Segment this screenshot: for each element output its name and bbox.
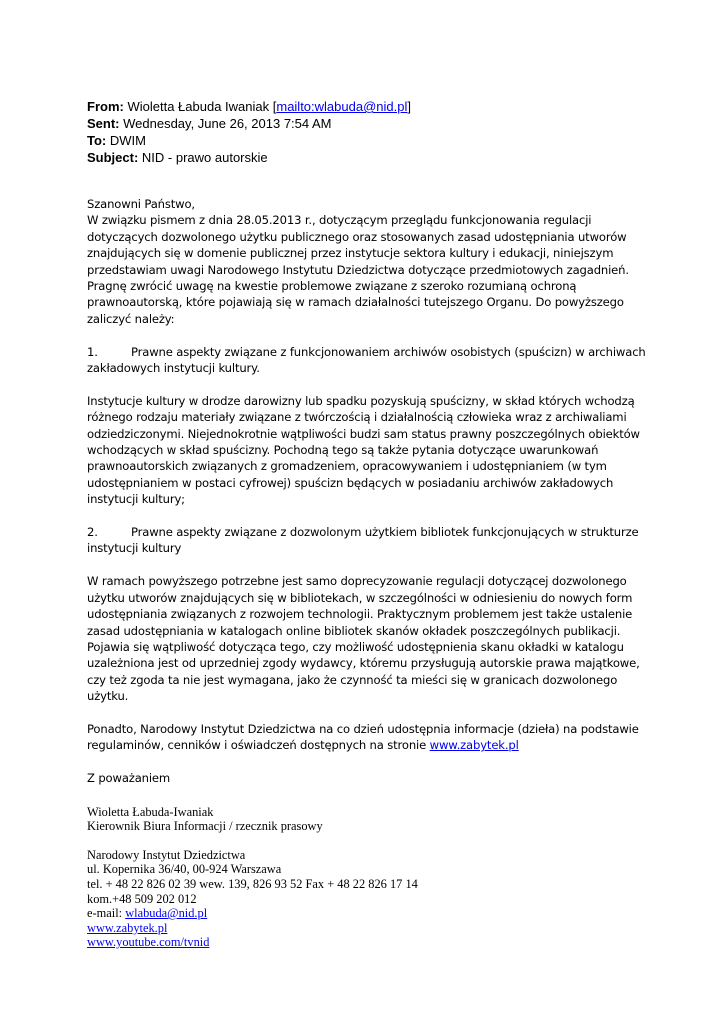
email-body: [87, 196, 647, 787]
signature-org: Narodowy Instytut Dziedzictwa: [87, 847, 246, 862]
from-row: From: Wioletta Łabuda Iwaniak [mailto:wlabuda@nid.pl]: [87, 99, 411, 114]
signature-website-link[interactable]: www.zabytek.pl: [87, 920, 168, 935]
signature: [87, 805, 647, 950]
sent-label: Sent:: [87, 116, 120, 131]
list-item-1: [87, 344, 647, 377]
paragraph-archives: Instytucje kultury w drodze darowizny lub spadku pozyskują spuścizny, w skład których wchodzą różnego rodzaju materiały związane z twórczością i działalnością człowieka wraz z archiwaliami odziedziczonymi. Niejednokrotnie wątpliwości budzi sam status prawny poszczególnych obiektów wchodzących w skład spuścizny. Pochodną tego są także pytania dotyczące uwarunkowań prawnoautorskich związanych z gromadzeniem, opracowywaniem i udostępnianiem (w tym udostępnianiem w postaci cyfrowej) spuścizn będących w posiadaniu archiwów zakładowych instytucji kultury;: [87, 393, 640, 507]
subject-value: NID - prawo autorskie: [141, 150, 268, 165]
to-value: DWIM: [109, 133, 146, 148]
signature-email-row: [87, 906, 647, 921]
from-label: From:: [87, 99, 124, 114]
list-item-2-text: Prawne aspekty związane z dozwolonym użytkiem bibliotek funkcjonujących w strukturze instytucji kultury: [87, 525, 639, 556]
zabytek-link[interactable]: www.zabytek.pl: [429, 738, 519, 753]
paragraph-website: [87, 721, 647, 754]
sent-value: Wednesday, June 26, 2013 7:54 AM: [123, 116, 332, 131]
signature-youtube-link[interactable]: www.youtube.com/tvnid: [87, 935, 210, 950]
signature-name: Wioletta Łabuda-Iwaniak: [87, 804, 214, 819]
closing: Z poważaniem: [87, 771, 171, 786]
to-label: To:: [87, 133, 107, 148]
paragraph-libraries: W ramach powyższego potrzebne jest samo doprecyzowanie regulacji dotyczącej dozwolonego użytku utworów znajdujących się w bibliotekach, w szczególności w odniesieniu do nowych form udostępniania związanych z rozwojem technologii. Praktycznym problemem jest także ustalenie zasad udostępniania w katalogach online bibliotek skanów okładek poszczególnych publikacji. Pojawia się wątpliwość dotycząca tego, czy możliwość udostępnienia skanu okładki w katalogu uzależniona jest od uprzedniej zgody wydawcy, któremu przysługują autorskie prawa majątkowe, czy też zgoda ta nie jest wymagana, jako że czynność ta mieści się w granicach dozwolonego użytku.: [87, 574, 640, 704]
list-item-2: [87, 524, 647, 557]
email-document: [87, 98, 647, 950]
signature-address: ul. Kopernika 36/40, 00-924 Warszawa: [87, 862, 282, 877]
from-name: Wioletta Łabuda Iwaniak: [127, 99, 270, 114]
list-item-1-number: 1.: [87, 344, 98, 359]
from-mailto-link[interactable]: mailto:wlabuda@nid.pl: [276, 99, 408, 114]
subject-label: Subject:: [87, 150, 139, 165]
signature-mobile: kom.+48 509 202 012: [87, 891, 197, 906]
signature-email-link[interactable]: wlabuda@nid.pl: [125, 906, 208, 921]
signature-phone: tel. + 48 22 826 02 39 wew. 139, 826 93 52 Fax + 48 22 826 17 14: [87, 876, 418, 891]
signature-email-label: e-mail:: [87, 906, 123, 921]
sent-row: [87, 115, 647, 132]
email-header: [87, 98, 647, 166]
paragraph-intro: W związku pismem z dnia 28.05.2013 r., dotyczącym przeglądu funkcjonowania regulacji dotyczących dozwolonego użytku publicznego oraz stosowanych zasad udostępniania utworów znajdujących się w domenie publicznej przez instytucje sektora kultury i edukacji, niniejszym przedstawiam uwagi Narodowego Instytutu Dziedzictwa dotyczące przedmiotowych zagadnień.: [87, 213, 629, 277]
list-item-2-number: 2.: [87, 525, 98, 540]
paragraph-issues: Pragnę zwrócić uwagę na kwestie problemowe związane z szeroko rozumianą ochroną prawnoautorską, które pojawiają się w ramach działalności tutejszego Organu. Do powyższego zaliczyć należy:: [87, 279, 624, 326]
to-row: [87, 132, 647, 149]
greeting: Szanowni Państwo,: [87, 197, 195, 211]
signature-role: Kierownik Biura Informacji / rzecznik prasowy: [87, 819, 323, 834]
list-item-1-text: Prawne aspekty związane z funkcjonowaniem archiwów osobistych (spuścizn) w archiwach zakładowych instytucji kultury.: [87, 344, 646, 376]
paragraph-website-text: Ponadto, Narodowy Instytut Dziedzictwa na co dzień udostępnia informacje (dzieła) na podstawie regulaminów, cenników i oświadczeń dostępnych na stronie: [87, 721, 639, 753]
subject-row: [87, 149, 647, 166]
